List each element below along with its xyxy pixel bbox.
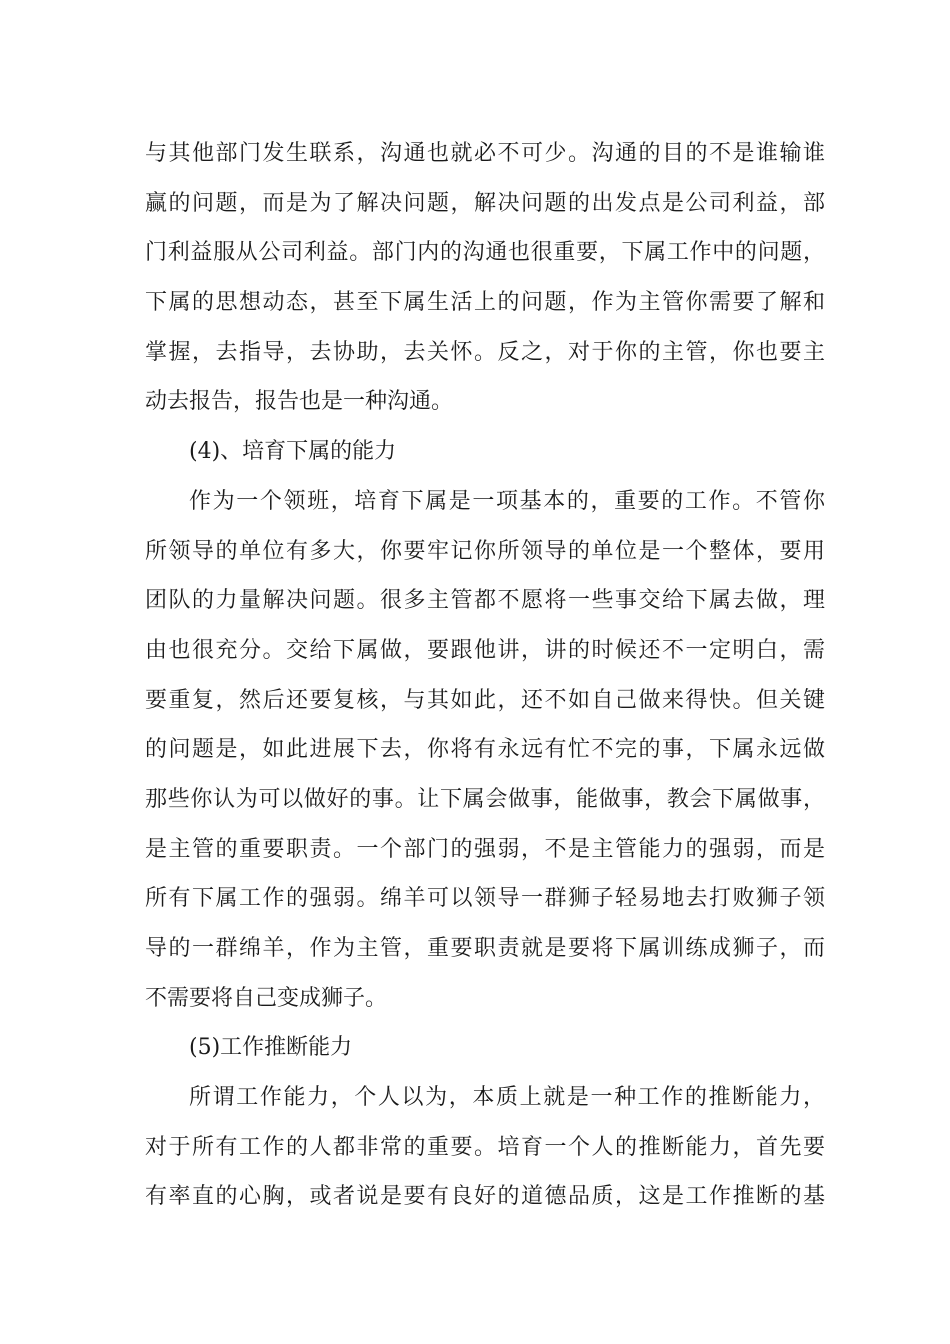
section-heading-4: (4)、培育下属的能力 <box>189 439 397 465</box>
text-line: 导的一群绵羊，作为主管，重要职责就是要将下属训练成狮子，而 <box>145 936 825 961</box>
text-line: 是主管的重要职责。一个部门的强弱，不是主管能力的强弱，而是 <box>145 836 825 862</box>
text-line: 所领导的单位有多大，你要牢记你所领导的单位是一个整体，要用 <box>145 538 825 564</box>
text-line: 门利益服从公司利益。部门内的沟通也很重要，下属工作中的问题， <box>145 240 825 266</box>
section-heading-5: (5)工作推断能力 <box>189 1035 353 1061</box>
text-line: 下属的思想动态，甚至下属生活上的问题，作为主管你需要了解和 <box>145 290 825 316</box>
text-line: 由也很充分。交给下属做，要跟他讲，讲的时候还不一定明白，需 <box>145 637 825 663</box>
text-line: 有率直的心胸，或者说是要有良好的道德品质，这是工作推断的基 <box>145 1184 825 1210</box>
text-line: 作为一个领班，培育下属是一项基本的，重要的工作。不管你 <box>189 488 825 514</box>
text-line: 对于所有工作的人都非常的重要。培育一个人的推断能力，首先要 <box>145 1134 825 1160</box>
text-line: 所谓工作能力，个人以为，本质上就是一种工作的推断能力， <box>189 1085 825 1111</box>
text-line: 要重复，然后还要复核，与其如此，还不如自己做来得快。但关键 <box>145 687 825 713</box>
text-line: 的问题是，如此进展下去，你将有永远有忙不完的事，下属永远做 <box>145 737 825 763</box>
text-line: 动去报告，报告也是一种沟通。 <box>145 389 454 415</box>
text-line: 所有下属工作的强弱。绵羊可以领导一群狮子轻易地去打败狮子领 <box>145 886 825 912</box>
text-line: 与其他部门发生联系，沟通也就必不可少。沟通的目的不是谁输谁 <box>145 141 825 166</box>
text-line: 那些你认为可以做好的事。让下属会做事，能做事，教会下属做事， <box>145 786 825 812</box>
text-line: 赢的问题，而是为了解决问题，解决问题的出发点是公司利益，部 <box>145 190 825 216</box>
body-text <box>145 129 825 1222</box>
text-line: 掌握，去指导，去协助，去关怀。反之，对于你的主管，你也要主 <box>145 339 825 365</box>
text-line: 团队的力量解决问题。很多主管都不愿将一些事交给下属去做，理 <box>145 588 825 614</box>
text-line: 不需要将自己变成狮子。 <box>145 985 388 1011</box>
